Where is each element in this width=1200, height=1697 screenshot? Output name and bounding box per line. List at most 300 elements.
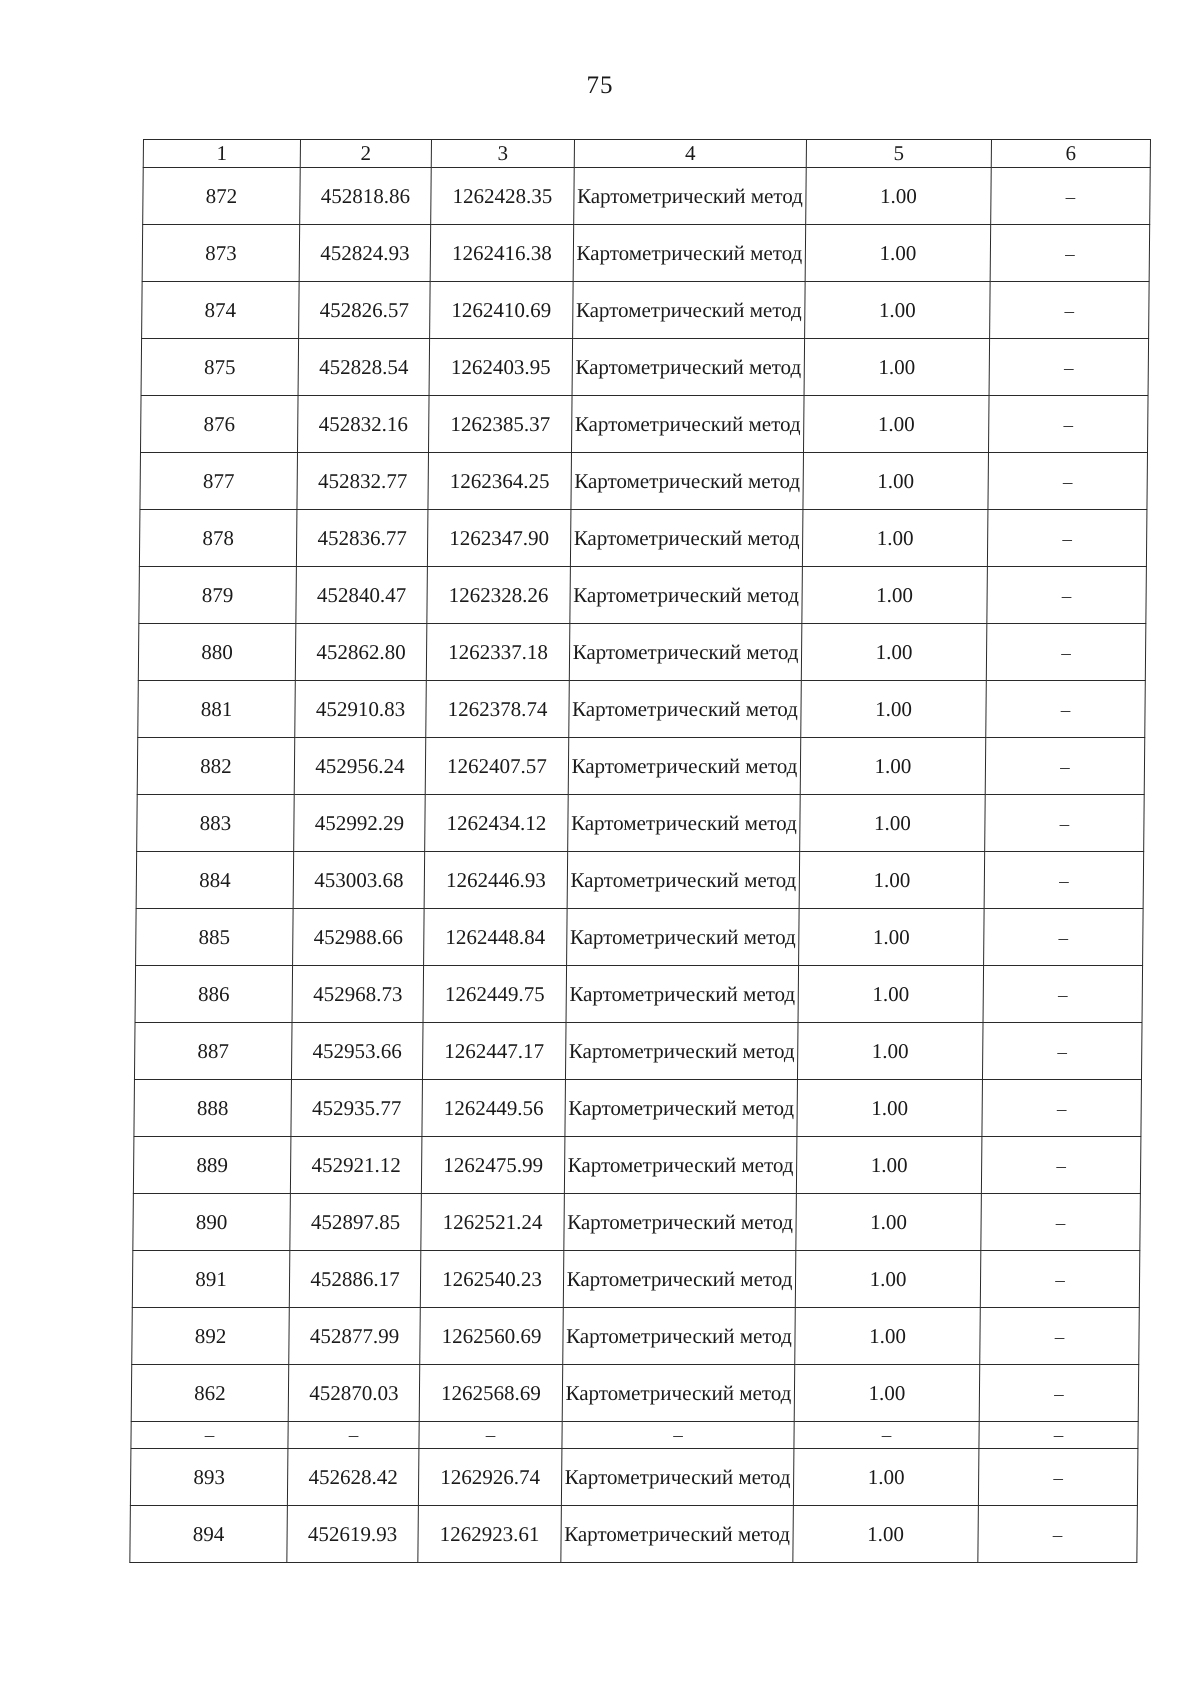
point-number-text: 875 xyxy=(203,354,236,379)
cell-coord-x xyxy=(289,1251,421,1308)
method-text: Картометрический метод xyxy=(568,1095,795,1120)
point-number-text: 881 xyxy=(200,696,233,721)
cell-coord-y xyxy=(422,1023,566,1080)
cell-accuracy xyxy=(798,966,984,1023)
cell-point-number xyxy=(136,852,294,909)
coord-x-text: 452921.12 xyxy=(311,1152,401,1177)
cell-accuracy xyxy=(799,909,985,966)
coord-x-text: 452910.83 xyxy=(315,696,406,721)
coord-y-text: 1262416.38 xyxy=(451,240,552,265)
cell-point-number xyxy=(131,1365,289,1422)
cell-description xyxy=(985,795,1145,852)
method-text: Картометрический метод xyxy=(574,468,801,493)
description-text: – xyxy=(1059,870,1069,892)
cell-description xyxy=(988,396,1148,453)
coord-y-text: 1262378.74 xyxy=(447,696,548,721)
method-text: Картометрический метод xyxy=(569,981,796,1006)
cell-coord-x xyxy=(295,624,427,681)
coord-y-text: 1262449.56 xyxy=(443,1095,544,1120)
cell-accuracy xyxy=(797,1080,983,1137)
cell-description xyxy=(990,225,1150,282)
cell-method xyxy=(562,1365,795,1422)
cell-accuracy xyxy=(801,624,987,681)
coord-y-text: 1262434.12 xyxy=(446,810,547,835)
table-row xyxy=(134,1023,1142,1080)
description-text: – xyxy=(1055,1269,1065,1291)
description-text: – xyxy=(1061,585,1072,607)
cell-accuracy xyxy=(803,396,989,453)
coord-x-text: – xyxy=(348,1425,359,1446)
point-number-text: 890 xyxy=(195,1209,228,1234)
accuracy-text: 1.00 xyxy=(879,183,917,208)
description-text: – xyxy=(1054,1383,1064,1405)
method-text: Картометрический метод xyxy=(576,183,803,208)
cell-coord-y xyxy=(431,168,575,225)
cell-coord-x xyxy=(300,168,432,225)
cell-description xyxy=(981,1194,1141,1251)
cell-coord-x xyxy=(298,339,430,396)
method-text: Картометрический метод xyxy=(572,639,799,664)
description-text: – xyxy=(1060,756,1070,778)
coord-y-text: 1262328.26 xyxy=(448,582,549,607)
accuracy-text: 1.00 xyxy=(876,582,914,607)
accuracy-text: 1.00 xyxy=(876,525,914,550)
accuracy-text: 1.00 xyxy=(875,639,913,664)
cell-accuracy xyxy=(800,795,986,852)
description-text: – xyxy=(1052,1524,1063,1546)
description-text: – xyxy=(1057,984,1068,1006)
cell-point-number xyxy=(130,1506,288,1563)
cell-coord-x xyxy=(290,1194,422,1251)
cell-coord-y xyxy=(428,453,572,510)
coord-y-text: 1262385.37 xyxy=(450,411,551,436)
coord-x-text: 452628.42 xyxy=(308,1464,398,1489)
point-number-text: 876 xyxy=(203,411,236,436)
cell-accuracy xyxy=(804,339,990,396)
method-text: Картометрический метод xyxy=(567,1209,794,1234)
coord-y-text: 1262410.69 xyxy=(451,297,552,322)
cell-coord-y xyxy=(420,1251,564,1308)
header-cell-6: 6 xyxy=(991,140,1150,168)
cell-coord-x xyxy=(288,1365,420,1422)
coord-y-text: 1262923.61 xyxy=(439,1521,540,1546)
point-number-text: 878 xyxy=(202,525,235,550)
description-text: – xyxy=(1062,528,1073,550)
accuracy-text: 1.00 xyxy=(867,1464,905,1489)
cell-accuracy xyxy=(796,1194,982,1251)
coord-x-text: 453003.68 xyxy=(314,867,404,892)
method-text: Картометрический метод xyxy=(565,1323,793,1348)
table-row xyxy=(138,624,1146,681)
coord-x-text: 452935.77 xyxy=(311,1095,402,1120)
table-row xyxy=(130,1449,1138,1506)
cell-method xyxy=(564,1194,797,1251)
header-cell-2: 2 xyxy=(300,140,431,168)
cell-method xyxy=(569,681,802,738)
cell-point-number xyxy=(140,396,298,453)
cell-description xyxy=(982,1023,1142,1080)
table-row xyxy=(132,1251,1140,1308)
table-row xyxy=(140,453,1148,510)
cell-description xyxy=(982,1080,1142,1137)
cell-point-number xyxy=(139,567,297,624)
cell-method xyxy=(565,1023,798,1080)
cell-coord-y xyxy=(419,1422,562,1449)
cell-coord-x xyxy=(291,1080,423,1137)
point-number-text: 886 xyxy=(197,981,230,1006)
method-text: Картометрический метод xyxy=(575,297,802,322)
cell-accuracy xyxy=(802,567,988,624)
method-text: Картометрический метод xyxy=(571,753,798,778)
cell-coord-x xyxy=(294,738,426,795)
table-row xyxy=(137,795,1145,852)
cell-accuracy xyxy=(802,510,988,567)
cell-description xyxy=(987,567,1147,624)
accuracy-text: 1.00 xyxy=(877,411,915,436)
point-number-text: 882 xyxy=(200,753,232,778)
accuracy-text: 1.00 xyxy=(873,810,911,835)
cell-coord-y xyxy=(422,1080,566,1137)
table-row xyxy=(143,168,1151,225)
coordinates-table xyxy=(129,139,1151,1563)
cell-description xyxy=(978,1506,1138,1563)
cell-description xyxy=(978,1449,1138,1506)
cell-description xyxy=(988,453,1148,510)
cell-coord-x xyxy=(291,1023,423,1080)
table-row xyxy=(140,396,1148,453)
method-text: Картометрический метод xyxy=(573,525,800,550)
cell-point-number xyxy=(137,795,295,852)
cell-coord-x xyxy=(296,567,428,624)
method-text: – xyxy=(673,1425,683,1446)
table-row xyxy=(136,909,1144,966)
coord-y-text: 1262475.99 xyxy=(443,1152,544,1177)
coord-x-text: 452619.93 xyxy=(307,1521,398,1546)
cell-point-number xyxy=(138,681,296,738)
description-text: – xyxy=(1065,243,1075,265)
cell-coord-y xyxy=(430,225,574,282)
method-text: Картометрический метод xyxy=(570,867,797,892)
cell-method xyxy=(572,339,805,396)
cell-method xyxy=(569,624,802,681)
coord-x-text: 452828.54 xyxy=(319,354,409,379)
cell-description xyxy=(984,852,1144,909)
table-row xyxy=(134,1080,1142,1137)
method-text: Картометрический метод xyxy=(565,1380,792,1405)
point-number-text: 884 xyxy=(199,867,231,892)
accuracy-text: 1.00 xyxy=(868,1380,906,1405)
coord-y-text: – xyxy=(485,1425,496,1446)
point-number-text: 877 xyxy=(202,468,235,493)
header-row xyxy=(143,140,1150,168)
cell-point-number xyxy=(132,1308,290,1365)
cell-coord-x xyxy=(292,966,424,1023)
coord-y-text: 1262448.84 xyxy=(445,924,546,949)
table-row xyxy=(130,1506,1138,1563)
table-row xyxy=(137,738,1145,795)
cell-description xyxy=(986,681,1146,738)
table-row xyxy=(135,966,1143,1023)
cell-point-number xyxy=(138,624,296,681)
cell-accuracy xyxy=(794,1365,980,1422)
method-text: Картометрический метод xyxy=(569,924,796,949)
coordinates-table-container xyxy=(129,139,1150,1563)
cell-coord-y xyxy=(427,510,571,567)
cell-coord-x xyxy=(294,795,426,852)
coord-x-text: 452832.77 xyxy=(317,468,408,493)
description-text: – xyxy=(1054,1326,1065,1348)
cell-method xyxy=(564,1137,797,1194)
accuracy-text: 1.00 xyxy=(869,1266,907,1291)
coord-x-text: 452824.93 xyxy=(320,240,410,265)
cell-coord-x xyxy=(290,1137,422,1194)
cell-method xyxy=(561,1506,794,1563)
cell-coord-x xyxy=(288,1422,419,1449)
description-text: – xyxy=(1061,642,1071,664)
cell-coord-y xyxy=(419,1365,563,1422)
point-number-text: 862 xyxy=(194,1380,226,1405)
method-text: Картометрический метод xyxy=(575,354,802,379)
cell-method xyxy=(570,510,803,567)
cell-accuracy xyxy=(793,1449,979,1506)
cell-accuracy xyxy=(794,1422,979,1449)
cell-coord-y xyxy=(418,1506,562,1563)
accuracy-text: 1.00 xyxy=(869,1323,907,1348)
description-text: – xyxy=(1055,1212,1066,1234)
cell-coord-y xyxy=(423,966,567,1023)
coord-y-text: 1262403.95 xyxy=(450,354,551,379)
cell-method xyxy=(567,852,800,909)
cell-coord-x xyxy=(295,681,427,738)
cell-description xyxy=(983,966,1143,1023)
description-text: – xyxy=(1056,1155,1066,1177)
cell-accuracy xyxy=(806,168,992,225)
cell-coord-y xyxy=(427,567,571,624)
method-text: Картометрический метод xyxy=(566,1266,793,1291)
cell-coord-x xyxy=(296,510,428,567)
point-number-text: 892 xyxy=(194,1323,227,1348)
cell-method xyxy=(562,1422,794,1449)
accuracy-text: 1.00 xyxy=(867,1521,905,1546)
coord-x-text: 452886.17 xyxy=(310,1266,400,1291)
cell-point-number xyxy=(140,453,298,510)
point-number-text: 888 xyxy=(196,1095,229,1120)
cell-coord-x xyxy=(299,282,431,339)
method-text: Картометрический метод xyxy=(564,1464,791,1489)
cell-accuracy xyxy=(801,681,987,738)
table-row xyxy=(131,1365,1139,1422)
point-number-text: 879 xyxy=(201,582,234,607)
accuracy-text: 1.00 xyxy=(873,867,911,892)
coord-y-text: 1262364.25 xyxy=(449,468,550,493)
coord-y-text: 1262447.17 xyxy=(444,1038,545,1063)
cell-coord-y xyxy=(418,1449,562,1506)
accuracy-text: 1.00 xyxy=(878,297,916,322)
page-number: 75 xyxy=(586,72,614,99)
cell-method xyxy=(563,1308,796,1365)
cell-description xyxy=(980,1308,1140,1365)
table-row xyxy=(142,282,1150,339)
coord-x-text: 452840.47 xyxy=(316,582,407,607)
cell-point-number xyxy=(143,168,301,225)
coord-x-text: 452992.29 xyxy=(314,810,405,835)
cell-point-number xyxy=(139,510,297,567)
header-cell-1: 1 xyxy=(143,140,300,168)
point-number-text: 873 xyxy=(205,240,237,265)
coord-x-text: 452836.77 xyxy=(317,525,407,550)
method-text: Картометрический метод xyxy=(573,582,800,607)
separator-row xyxy=(131,1422,1138,1449)
coord-x-text: 452953.66 xyxy=(312,1038,402,1063)
method-text: Картометрический метод xyxy=(570,810,797,835)
point-number-text: 887 xyxy=(197,1038,230,1063)
cell-coord-y xyxy=(424,909,568,966)
cell-coord-y xyxy=(425,738,569,795)
table-row xyxy=(136,852,1144,909)
description-text: – xyxy=(1063,357,1074,379)
cell-description xyxy=(987,510,1147,567)
cell-point-number xyxy=(134,1023,292,1080)
cell-point-number xyxy=(134,1080,292,1137)
method-text: Картометрический метод xyxy=(576,240,803,265)
cell-method xyxy=(573,282,806,339)
coord-x-text: 452818.86 xyxy=(320,183,411,208)
table-row xyxy=(142,225,1150,282)
accuracy-text: 1.00 xyxy=(870,1152,908,1177)
cell-description xyxy=(981,1137,1141,1194)
header-cell-5: 5 xyxy=(806,140,991,168)
cell-accuracy xyxy=(799,852,985,909)
header-cell-3: 3 xyxy=(431,140,574,168)
cell-coord-y xyxy=(425,795,569,852)
point-number-text: 894 xyxy=(192,1521,225,1546)
method-text: Картометрический метод xyxy=(564,1521,791,1546)
description-text: – xyxy=(1058,927,1069,949)
cell-point-number xyxy=(137,738,295,795)
description-text: – xyxy=(1062,471,1073,493)
point-number-text: 885 xyxy=(198,924,231,949)
cell-method xyxy=(563,1251,796,1308)
cell-accuracy xyxy=(805,225,991,282)
cell-point-number xyxy=(142,282,300,339)
cell-method xyxy=(567,909,800,966)
cell-method xyxy=(565,1080,798,1137)
cell-accuracy xyxy=(797,1023,983,1080)
coord-y-text: 1262560.69 xyxy=(441,1323,542,1348)
method-text: Картометрический метод xyxy=(574,411,801,436)
description-text: – xyxy=(1065,186,1076,208)
cell-coord-x xyxy=(293,852,425,909)
cell-coord-y xyxy=(424,852,568,909)
cell-accuracy xyxy=(805,282,991,339)
cell-coord-x xyxy=(289,1308,421,1365)
coord-y-text: 1262446.93 xyxy=(445,867,546,892)
cell-point-number xyxy=(135,966,293,1023)
cell-coord-x xyxy=(287,1506,419,1563)
accuracy-text: 1.00 xyxy=(879,240,917,265)
cell-coord-y xyxy=(421,1137,565,1194)
cell-description xyxy=(985,738,1145,795)
cell-method xyxy=(573,225,806,282)
accuracy-text: 1.00 xyxy=(875,696,913,721)
coord-y-text: 1262337.18 xyxy=(448,639,549,664)
cell-method xyxy=(568,795,801,852)
description-text: – xyxy=(1060,699,1071,721)
coord-x-text: 452988.66 xyxy=(313,924,404,949)
accuracy-text: 1.00 xyxy=(874,753,912,778)
cell-coord-y xyxy=(430,282,574,339)
table-body xyxy=(130,168,1150,1563)
table-header xyxy=(143,140,1150,168)
coord-x-text: 452897.85 xyxy=(310,1209,401,1234)
point-number-text: 891 xyxy=(195,1266,227,1291)
coord-y-text: 1262428.35 xyxy=(452,183,553,208)
header-cell-4: 4 xyxy=(574,140,806,168)
accuracy-text: 1.00 xyxy=(872,981,910,1006)
coord-y-text: 1262568.69 xyxy=(440,1380,541,1405)
cell-point-number xyxy=(136,909,294,966)
description-text: – xyxy=(1057,1041,1068,1063)
description-text: – xyxy=(1064,300,1075,322)
cell-accuracy xyxy=(803,453,989,510)
description-text: – xyxy=(1063,414,1074,436)
cell-coord-x xyxy=(297,453,429,510)
cell-coord-y xyxy=(429,339,573,396)
accuracy-text: – xyxy=(881,1425,892,1446)
coord-x-text: 452862.80 xyxy=(316,639,406,664)
accuracy-text: 1.00 xyxy=(878,354,916,379)
accuracy-text: 1.00 xyxy=(871,1038,909,1063)
coord-x-text: 452956.24 xyxy=(315,753,405,778)
description-text: – xyxy=(1059,813,1070,835)
point-number-text: 874 xyxy=(204,297,237,322)
cell-point-number xyxy=(130,1449,288,1506)
cell-coord-x xyxy=(287,1449,419,1506)
cell-description xyxy=(986,624,1146,681)
cell-coord-y xyxy=(426,681,570,738)
point-number-text: 893 xyxy=(193,1464,226,1489)
description-text: – xyxy=(1053,1467,1063,1489)
cell-method xyxy=(571,453,804,510)
cell-accuracy xyxy=(795,1308,981,1365)
cell-point-number xyxy=(132,1251,290,1308)
point-number-text: 880 xyxy=(201,639,233,664)
cell-point-number xyxy=(142,225,300,282)
description-text: – xyxy=(1056,1098,1067,1120)
cell-method xyxy=(570,567,803,624)
cell-description xyxy=(990,282,1150,339)
coord-y-text: 1262407.57 xyxy=(446,753,547,778)
cell-point-number xyxy=(141,339,299,396)
cell-method xyxy=(574,168,807,225)
cell-coord-x xyxy=(299,225,431,282)
cell-method xyxy=(568,738,801,795)
coord-y-text: 1262926.74 xyxy=(440,1464,541,1489)
method-text: Картометрический метод xyxy=(568,1038,795,1063)
cell-coord-y xyxy=(421,1194,565,1251)
description-text: – xyxy=(1053,1425,1064,1446)
method-text: Картометрический метод xyxy=(572,696,799,721)
point-number-text: 872 xyxy=(205,183,238,208)
cell-point-number xyxy=(131,1422,288,1449)
table-row xyxy=(139,567,1147,624)
cell-accuracy xyxy=(800,738,986,795)
cell-coord-x xyxy=(297,396,429,453)
cell-coord-y xyxy=(426,624,570,681)
cell-coord-y xyxy=(420,1308,564,1365)
cell-accuracy xyxy=(795,1251,981,1308)
cell-description xyxy=(991,168,1151,225)
